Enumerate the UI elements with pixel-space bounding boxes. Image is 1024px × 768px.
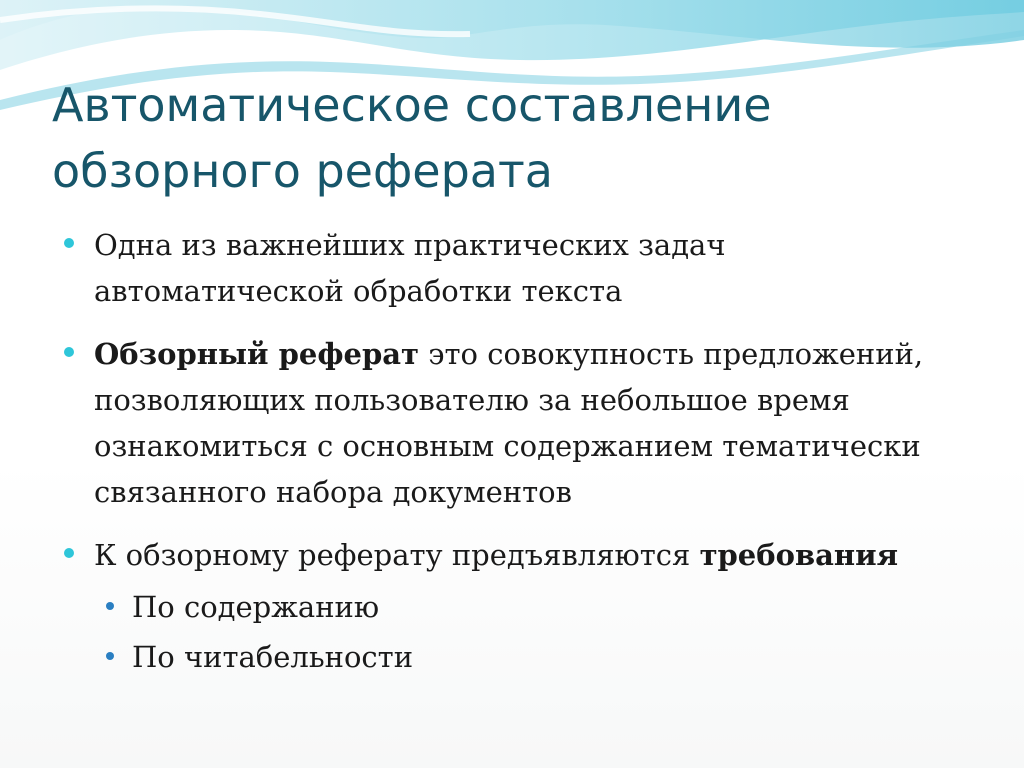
- bullet-2-line-1-text: это совокупность предложений,: [419, 337, 924, 371]
- slide-title: [52, 72, 952, 204]
- bullet-2-line-2: позволяющих пользователю за небольшое время: [94, 383, 850, 417]
- sub-bullet-2-text: По читабельности: [132, 640, 414, 674]
- title-line-1: Автоматическое составление: [52, 78, 772, 132]
- bullet-list: [60, 222, 1010, 684]
- bullet-item-2: [60, 331, 1010, 515]
- bullet-item-3: [60, 532, 1010, 578]
- bullet-3-line-1: [94, 532, 1010, 578]
- bullet-2-bold-term: Обзорный реферат: [94, 337, 420, 371]
- sub-bullet-item-1: [60, 584, 1010, 630]
- sub-bullet-item-2: [60, 634, 1010, 680]
- bullet-item-1: [60, 222, 1010, 314]
- title-line-2: обзорного реферата: [52, 144, 553, 198]
- bullet-3-bold-term: требования: [699, 538, 899, 572]
- bullet-1-line-2: автоматической обработки текста: [94, 274, 623, 308]
- bullet-3-text: К обзорному реферату предъявляются: [94, 538, 700, 572]
- bullet-2-line-1: [94, 331, 1010, 377]
- bullet-2-line-4: связанного набора документов: [94, 475, 572, 509]
- bullet-2-line-3: ознакомиться с основным содержанием тематически: [94, 429, 921, 463]
- sub-bullet-1-text: По содержанию: [132, 590, 380, 624]
- bullet-1-line-1: Одна из важнейших практических задач: [94, 228, 726, 262]
